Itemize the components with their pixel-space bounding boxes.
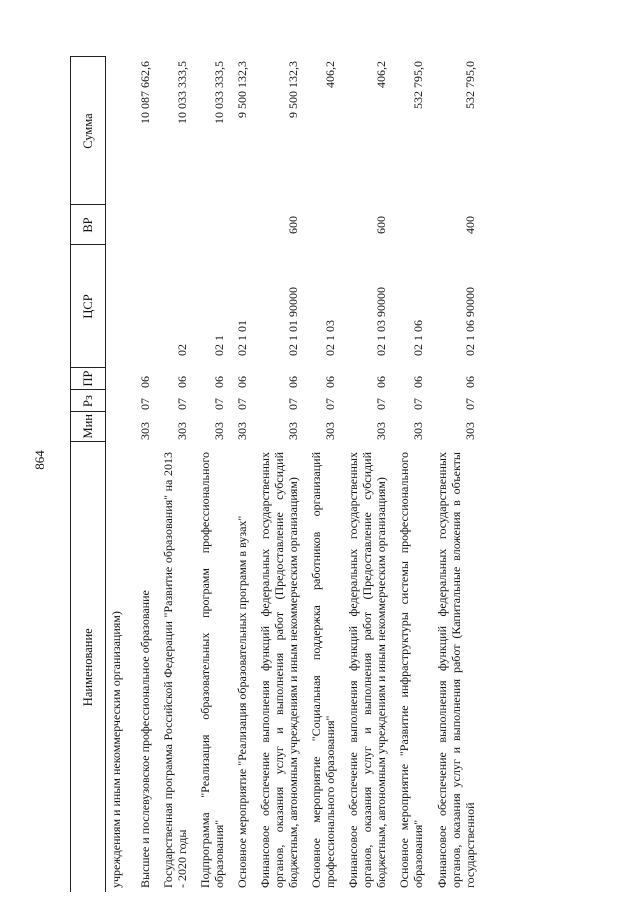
cell-pr: 06 [323,376,338,388]
cell-sum: 406,2 [323,61,338,88]
table-row [432,57,483,892]
table-row [158,57,195,892]
cell-sum: 10 033 333,5 [175,61,190,124]
cell-rz: 07 [175,398,190,410]
cell-name: Финансовое обеспечение выполнения функций федеральных государственных органов, оказания услуг и выполнения работ (Предоставление субсидий бюджетным, автономным учреждениям и иным некоммерческим организациям) [258,452,301,888]
cell-csr [135,245,158,368]
cell-name: Основное мероприятие "Реализация образовательных программ в вузах" [235,515,250,888]
cell-sum: 406,2 [374,61,389,88]
table-row [306,57,343,892]
cell-csr [106,245,136,368]
cell-name: учреждениям и иным некоммерческим организациям) [109,611,123,888]
cell-pr: 06 [235,376,250,388]
table-row [343,57,394,892]
cell-csr: 02 1 06 90000 [462,287,477,356]
cell-name: Основное мероприятие "Развитие инфраструктуры системы профессионального образования" [397,452,426,888]
cell-min: 303 [138,422,152,440]
budget-table-rotated [70,57,610,892]
table-header-row [71,57,106,892]
cell-rz [106,390,136,412]
table-row [394,57,431,892]
cell-name: Высшее и послевузовское профессиональное образование [138,590,152,888]
cell-pr: 06 [212,376,227,388]
cell-csr: 02 1 [212,335,227,356]
cell-vr [135,205,158,245]
cell-vr [158,205,195,245]
cell-rz: 07 [138,398,152,410]
cell-csr: 02 1 01 [235,320,250,356]
header-min: Мин [71,412,106,442]
cell-min: 303 [323,422,338,440]
page-number: 864 [32,450,47,470]
cell-csr: 02 [175,344,190,356]
header-rz: Рз [71,390,106,412]
cell-name: Финансовое обеспечение выполнения функций федеральных государственных органов, оказания услуг и выполнения работ (Капитальные вложения в объекты государственной [434,452,477,888]
cell-rz: 07 [212,398,227,410]
cell-csr: 02 1 01 90000 [286,287,301,356]
cell-vr: 600 [286,216,301,234]
cell-min: 303 [462,422,477,440]
cell-rz: 07 [411,398,426,410]
budget-table [70,57,483,893]
cell-sum: 9 500 132,3 [235,61,250,118]
cell-sum: 10 033 333,5 [212,61,227,124]
cell-pr [106,368,136,390]
cell-min: 303 [235,422,250,440]
header-csr: ЦСР [71,245,106,368]
cell-rz: 07 [462,398,477,410]
table-row [135,57,158,892]
table-row [232,57,255,892]
cell-vr [106,205,136,245]
header-pr: ПР [71,368,106,390]
cell-pr: 06 [175,376,190,388]
cell-vr [232,205,255,245]
cell-rz: 07 [374,398,389,410]
cell-pr: 06 [411,376,426,388]
cell-vr [195,205,232,245]
cell-name: Основное мероприятие "Социальная поддержка работников организаций профессионального образования" [309,452,338,888]
table-row [255,57,306,892]
cell-vr: 400 [462,216,477,234]
cell-pr: 06 [286,376,301,388]
cell-sum [106,57,136,205]
cell-min: 303 [411,422,426,440]
cell-vr [306,205,343,245]
table-row [106,57,136,892]
cell-min: 303 [374,422,389,440]
cell-sum: 532 795,0 [411,61,426,109]
cell-name: Государственная программа Российской Федерации "Развитие образования" на 2013 - 2020 годы [161,452,190,888]
cell-vr: 600 [374,216,389,234]
cell-csr: 02 1 06 [411,320,426,356]
cell-min: 303 [212,422,227,440]
cell-vr [394,205,431,245]
cell-pr: 06 [374,376,389,388]
table-row [195,57,232,892]
cell-min: 303 [286,422,301,440]
cell-name: Финансовое обеспечение выполнения функций федеральных государственных органов, оказания услуг и выполнения работ (Предоставление субсидий бюджетным, автономным учреждениям и иным некоммерческим организациям) [346,452,389,888]
cell-sum: 9 500 132,3 [286,61,301,118]
cell-name: Подпрограмма "Реализация образовательных программ профессионального образования" [198,452,227,888]
cell-csr: 02 1 03 90000 [374,287,389,356]
cell-pr: 06 [462,376,477,388]
cell-rz: 07 [286,398,301,410]
cell-csr: 02 1 03 [323,320,338,356]
header-name: Наименование [71,442,106,892]
cell-sum: 532 795,0 [462,61,477,109]
cell-pr: 06 [138,376,152,388]
cell-sum: 10 087 662,6 [138,61,152,124]
cell-rz: 07 [235,398,250,410]
cell-min: 303 [175,422,190,440]
cell-min [106,412,136,442]
header-vr: ВР [71,205,106,245]
cell-rz: 07 [323,398,338,410]
header-sum: Сумма [71,57,106,205]
